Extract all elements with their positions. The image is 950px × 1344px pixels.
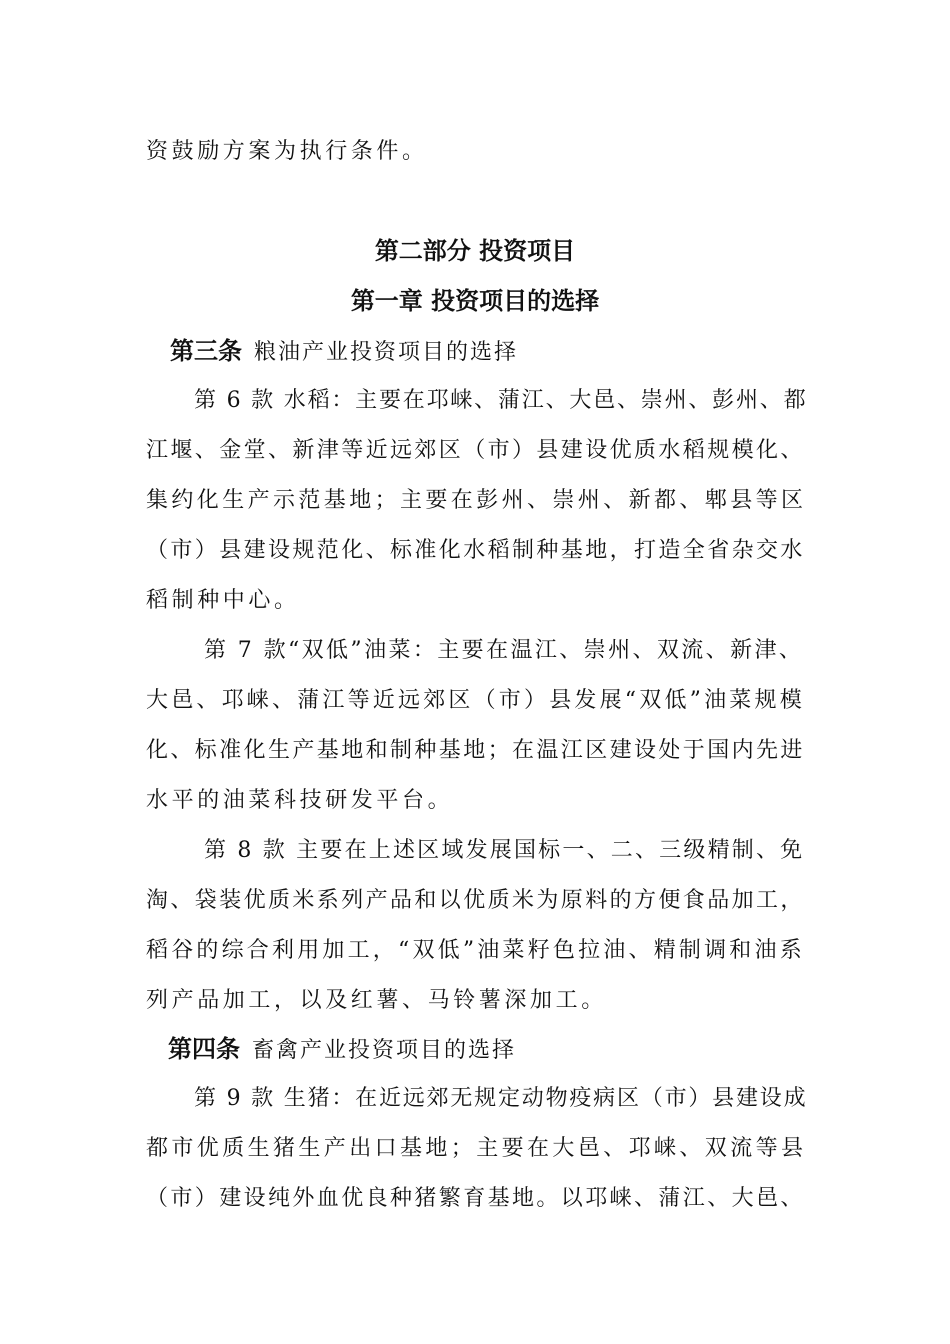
clause-7-line-4: 水平的油菜科技研发平台。 bbox=[146, 788, 454, 813]
part-heading: 第二部分 投资项目 bbox=[374, 236, 576, 265]
clause-6-line-2: 江堰、金堂、新津等近远郊区（市）县建设优质水稻规模化、 bbox=[146, 438, 805, 463]
chapter-heading: 第一章 投资项目的选择 bbox=[350, 286, 600, 315]
clause-7-line-3: 化、标准化生产基地和制种基地；在温江区建设处于国内先进 bbox=[146, 738, 805, 763]
clause-7-line-2: 大邑、邛崃、蒲江等近远郊区（市）县发展“双低”油菜规模 bbox=[146, 688, 805, 713]
clause-8-line-3: 稻谷的综合利用加工，“双低”油菜籽色拉油、精制调和油系 bbox=[146, 938, 805, 963]
article-3-lead: 第三条 bbox=[170, 336, 242, 365]
article-4-title: 畜禽产业投资项目的选择 bbox=[252, 1038, 517, 1063]
clause-6-line-4: （市）县建设规范化、标准化水稻制种基地，打造全省杂交水 bbox=[146, 538, 805, 563]
clause-8-line-4: 列产品加工，以及红薯、马铃薯深加工。 bbox=[146, 988, 607, 1013]
clause-8-line-2: 淘、袋装优质米系列产品和以优质米为原料的方便食品加工， bbox=[146, 888, 805, 913]
clause-9-line-2: 都市优质生猪生产出口基地；主要在大邑、邛崃、双流等县 bbox=[146, 1136, 807, 1161]
clause-6-line-5: 稻制种中心。 bbox=[146, 588, 300, 613]
clause-9-line-3: （市）建设纯外血优良种猪繁育基地。以邛崃、蒲江、大邑、 bbox=[146, 1186, 805, 1211]
clause-6-line-1: 第 6 款 水稻：主要在邛崃、蒲江、大邑、崇州、彭州、都 bbox=[194, 388, 808, 413]
article-4-lead: 第四条 bbox=[168, 1034, 240, 1063]
clause-6-line-3: 集约化生产示范基地；主要在彭州、崇州、新都、郫县等区 bbox=[146, 488, 807, 513]
article-4-heading bbox=[168, 1034, 516, 1066]
clause-7-line-1: 第 7 款“双低”油菜：主要在温江、崇州、双流、新津、 bbox=[204, 638, 804, 663]
intro-tail-line: 资鼓励方案为执行条件。 bbox=[146, 139, 428, 164]
clause-9-line-1: 第 9 款 生猪：在近远郊无规定动物疫病区（市）县建设成 bbox=[194, 1086, 808, 1111]
article-3-heading bbox=[170, 336, 518, 368]
clause-8-line-1: 第 8 款 主要在上述区域发展国标一、二、三级精制、免 bbox=[204, 838, 805, 863]
article-3-title: 粮油产业投资项目的选择 bbox=[254, 340, 519, 365]
